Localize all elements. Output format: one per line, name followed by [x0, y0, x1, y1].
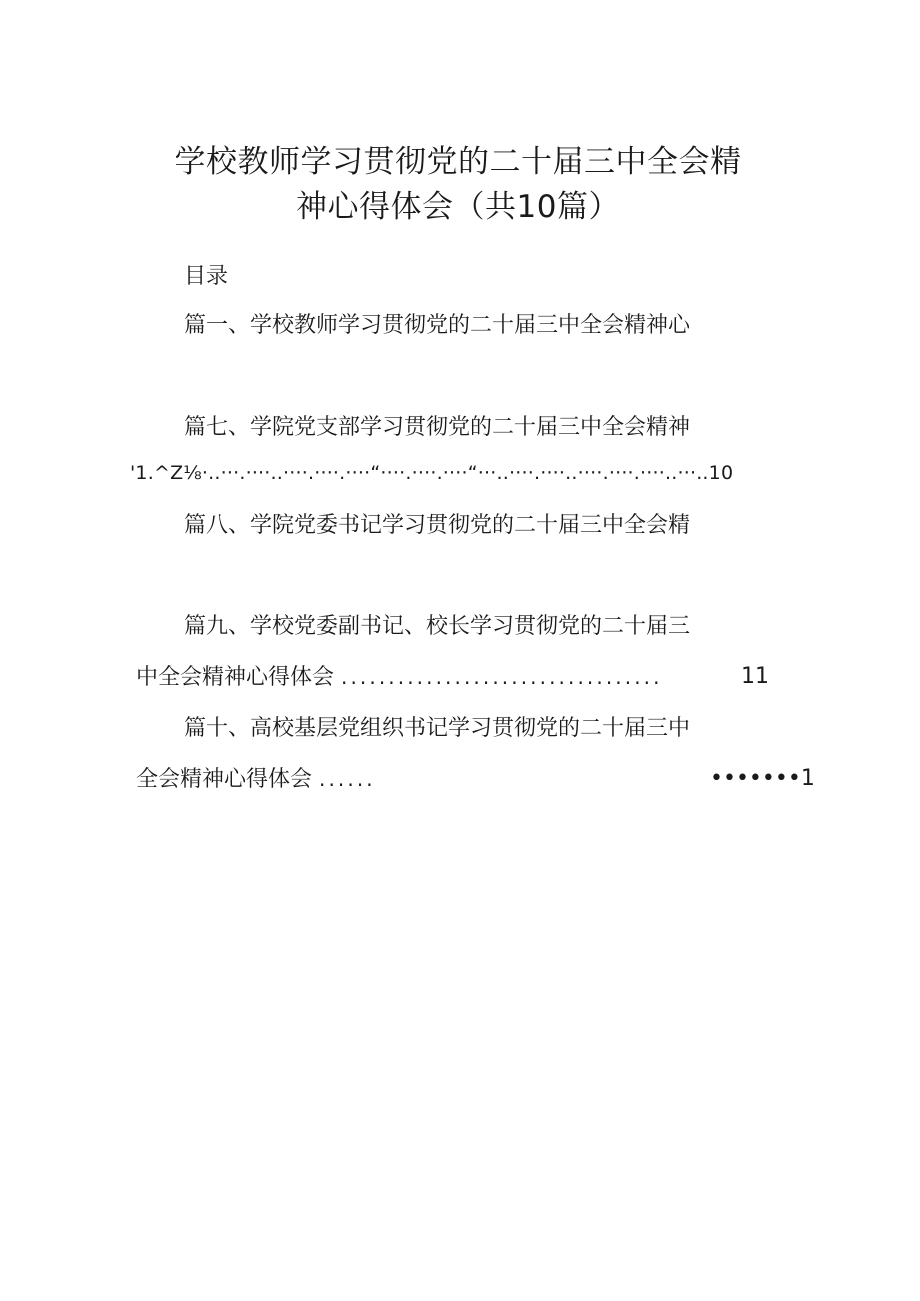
- toc-entry-8[interactable]: 篇八、学院党委书记学习贯彻党的二十届三中全会精: [184, 513, 691, 538]
- toc-heading: 目录: [184, 264, 229, 289]
- toc-entry-9[interactable]: 篇九、学校党委副书记、校长学习贯彻党的二十届三: [184, 614, 691, 639]
- toc-entry-9-continuation: 中全会精神心得体会: [136, 665, 335, 690]
- toc-entry-7[interactable]: 篇七、学院党支部学习贯彻党的二十届三中全会精神: [184, 415, 691, 440]
- toc-entry-1[interactable]: 篇一、学校教师学习贯彻党的二十届三中全会精神心: [184, 313, 691, 338]
- toc-entry-10-continuation: 全会精神心得体会: [136, 767, 313, 792]
- toc-entry-9-page-number: 11: [741, 664, 769, 689]
- toc-entry-10[interactable]: 篇十、高校基层党组织书记学习贯彻党的二十届三中: [184, 716, 691, 741]
- toc-entry-9-continuation-row: [136, 662, 663, 693]
- toc-entry-10-continuation-row: [136, 764, 376, 795]
- toc-entry-7-leader: '1.^Z⅛·..···.····..····.····.····“····.····.····“···..····.····..····.····.····..···..10: [130, 462, 734, 484]
- toc-entry-9-leader: ..................................: [341, 665, 663, 689]
- toc-entry-10-page-number: •••••••1: [710, 766, 815, 791]
- document-title-line-1: 学校教师学习贯彻党的二十届三中全会精: [174, 144, 742, 180]
- toc-entry-10-leader: ......: [319, 767, 376, 791]
- document-title-line-2: 神心得体会（共10篇）: [296, 189, 620, 225]
